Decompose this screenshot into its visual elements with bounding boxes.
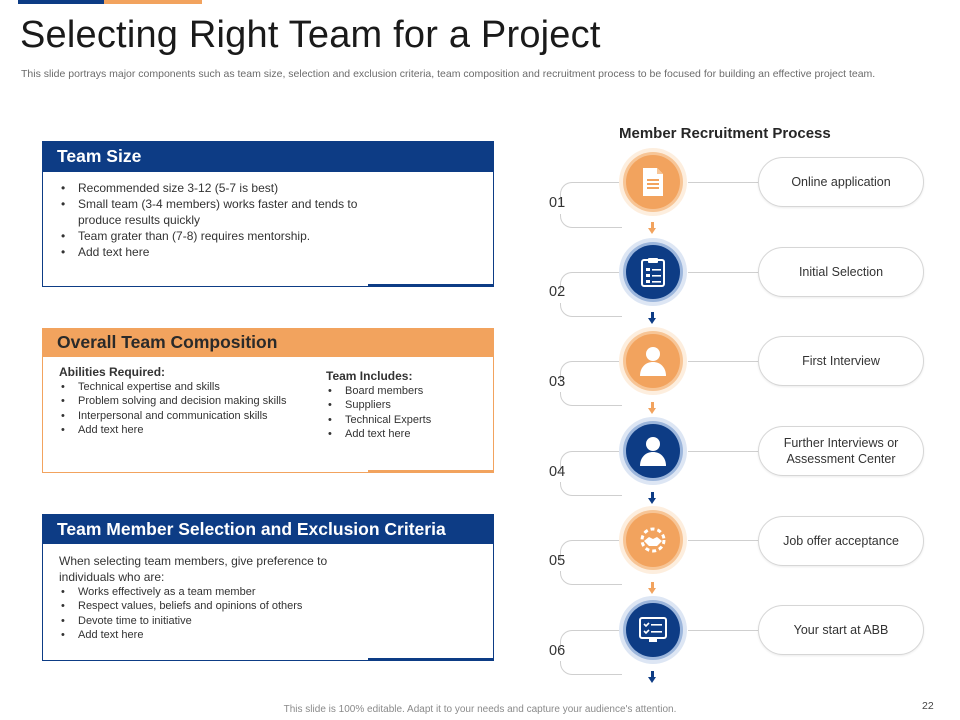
down-arrow-icon (649, 582, 656, 594)
pill-connector (688, 630, 758, 631)
person-icon (626, 424, 680, 478)
team-size-heading: Team Size (42, 141, 494, 172)
step-number: 06 (549, 643, 566, 659)
step-number: 02 (549, 284, 566, 300)
abilities-column (59, 365, 309, 437)
pill-connector (688, 272, 758, 273)
team-composition-heading: Overall Team Composition (42, 328, 494, 357)
step-connector (560, 630, 622, 651)
list-item: • Respect values, beliefs and opinions of others (59, 599, 379, 613)
list-item: • Board members (326, 384, 476, 398)
handshake-gear-icon (626, 513, 680, 567)
team-composition-card (42, 328, 494, 473)
step-icon-ring (619, 327, 687, 395)
step-icon-ring (619, 506, 687, 574)
step-label-online-application: Online application (758, 157, 924, 207)
down-arrow-icon (649, 402, 656, 414)
step-connector (560, 182, 622, 204)
list-item: • Add text here (59, 628, 379, 642)
step-connector (560, 451, 622, 472)
includes-list (326, 384, 476, 441)
list-item: • Add text here (59, 244, 404, 260)
step-label-initial-selection: Initial Selection (758, 247, 924, 297)
list-item: • Add text here (59, 423, 309, 437)
abilities-list (59, 380, 309, 437)
step-connector (560, 482, 622, 496)
down-arrow-icon (649, 671, 656, 683)
step-number: 01 (549, 195, 566, 211)
step-connector (560, 540, 622, 561)
list-item: • Small team (3-4 members) works faster and tends to produce results quickly (59, 196, 404, 228)
list-item: • Devote time to initiative (59, 614, 379, 628)
selection-criteria-heading: Team Member Selection and Exclusion Criteria (42, 514, 494, 544)
includes-column (326, 369, 476, 441)
checklist-screen-icon (626, 603, 680, 657)
step-connector (560, 361, 622, 382)
list-item: • Problem solving and decision making skills (59, 394, 309, 408)
list-item: • Recommended size 3-12 (5-7 is best) (59, 180, 404, 196)
step-connector (560, 272, 622, 293)
footer-note: This slide is 100% editable. Adapt it to your needs and capture your audience's attention. (283, 704, 677, 715)
process-title: Member Recruitment Process (619, 125, 831, 142)
team-composition-body (42, 357, 494, 473)
step-connector (560, 571, 622, 585)
document-icon (626, 155, 680, 209)
down-arrow-icon (649, 222, 656, 234)
person-icon (626, 334, 680, 388)
selection-intro: When selecting team members, give preference to individuals who are: (59, 554, 328, 584)
selection-criteria-body (42, 544, 494, 661)
step-number: 04 (549, 464, 566, 480)
list-item: • Technical expertise and skills (59, 380, 309, 394)
pill-connector (688, 451, 758, 452)
step-number: 03 (549, 374, 566, 390)
list-item: • Add text here (326, 427, 476, 441)
pill-connector (688, 361, 758, 362)
step-connector (560, 392, 622, 406)
pill-connector (688, 182, 758, 183)
step-label-job-offer: Job offer acceptance (758, 516, 924, 566)
down-arrow-icon (649, 312, 656, 324)
step-icon-ring (619, 596, 687, 664)
step-icon-ring (619, 148, 687, 216)
pill-connector (688, 540, 758, 541)
selection-criteria-card (42, 514, 494, 661)
top-accent-orange (104, 0, 202, 4)
step-connector (560, 214, 622, 228)
abilities-label: Abilities Required: (59, 365, 166, 379)
list-item: • Team grater than (7-8) requires mentorship. (59, 228, 404, 244)
step-connector (560, 303, 622, 317)
step-number: 05 (549, 553, 566, 569)
list-item: • Works effectively as a team member (59, 585, 379, 599)
page-number: 22 (922, 700, 934, 712)
selection-criteria-content (59, 553, 379, 642)
team-size-card (42, 141, 494, 287)
team-size-list (59, 180, 404, 260)
down-arrow-icon (649, 492, 656, 504)
step-connector (560, 661, 622, 675)
list-item: • Interpersonal and communication skills (59, 409, 309, 423)
includes-label: Team Includes: (326, 369, 413, 383)
step-label-first-interview: First Interview (758, 336, 924, 386)
selection-list (59, 585, 379, 642)
clipboard-checklist-icon (626, 245, 680, 299)
step-label-further-interviews: Further Interviews or Assessment Center (758, 426, 924, 476)
page-subtitle: This slide portrays major components such as team size, selection and exclusion criteria, team composition and recruitment process to be focused for building an effective project team. (21, 68, 876, 80)
step-icon-ring (619, 238, 687, 306)
list-item: • Suppliers (326, 398, 476, 412)
step-icon-ring (619, 417, 687, 485)
team-size-body (42, 172, 494, 287)
list-item: • Technical Experts (326, 413, 476, 427)
step-label-your-start: Your start at ABB (758, 605, 924, 655)
top-accent-blue (18, 0, 104, 4)
page-title: Selecting Right Team for a Project (20, 14, 601, 56)
